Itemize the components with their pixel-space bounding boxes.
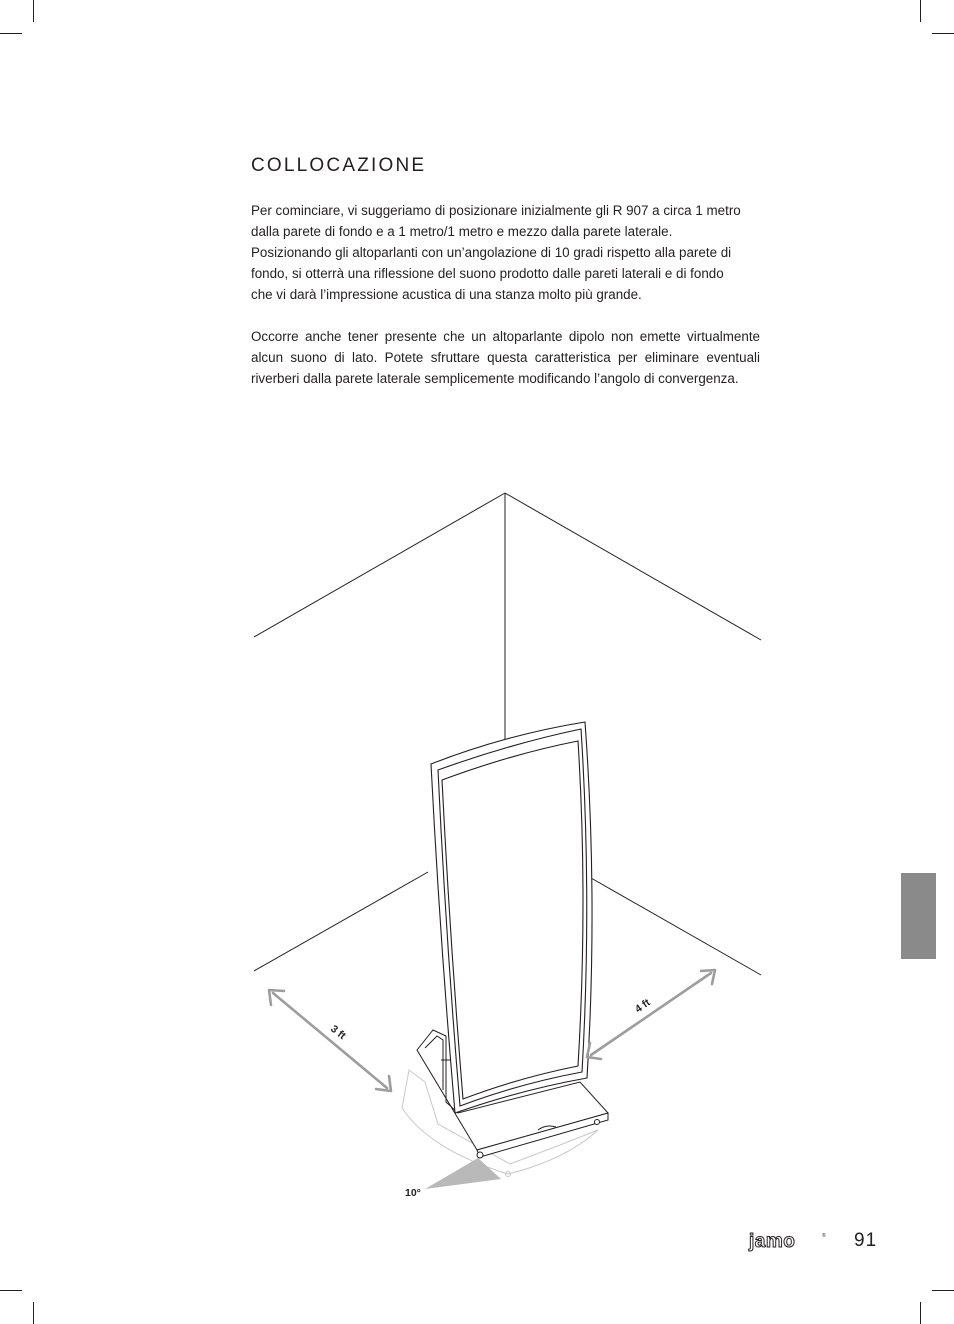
label-3ft: 3 ft bbox=[328, 1022, 348, 1043]
text-line: che vi darà l’impressione acustica di una stanza molto più grande. bbox=[251, 286, 642, 302]
jamo-logo bbox=[748, 1231, 828, 1253]
page-number: 91 bbox=[854, 1230, 878, 1251]
svg-text:jamo: jamo bbox=[749, 1231, 796, 1252]
text-line: Posizionando gli altoparlanti con un’angolazione di 10 gradi rispetto alla parete di bbox=[251, 244, 732, 260]
angle-wedge bbox=[425, 1158, 501, 1189]
text-line: Per cominciare, vi suggeriamo di posizionare inizialmente gli R 907 a circa 1 metro bbox=[251, 203, 741, 218]
svg-text:®: ® bbox=[822, 1233, 826, 1239]
label-4ft: 4 ft bbox=[632, 996, 653, 1016]
paragraph-dipole: Occorre anche tener presente che un altoparlante dipolo non emette virtualmente alcun suono di lato. Potete sfruttare questa caratteristica per eliminare eventuali riverberi dalla parete laterale semplicemente modificando l’angolo di convergenza. bbox=[251, 329, 760, 386]
text-line: dalla parete di fondo e a 1 metro/1 metro e mezzo dalla parete laterale. bbox=[251, 223, 673, 239]
speaker-panel bbox=[431, 722, 592, 1113]
text-line: fondo, si otterrà una riflessione del suono prodotto dalle pareti laterali e di fondo bbox=[251, 265, 724, 281]
section-heading: COLLOCAZIONE bbox=[251, 155, 427, 176]
label-angle: 10° bbox=[405, 1187, 421, 1199]
